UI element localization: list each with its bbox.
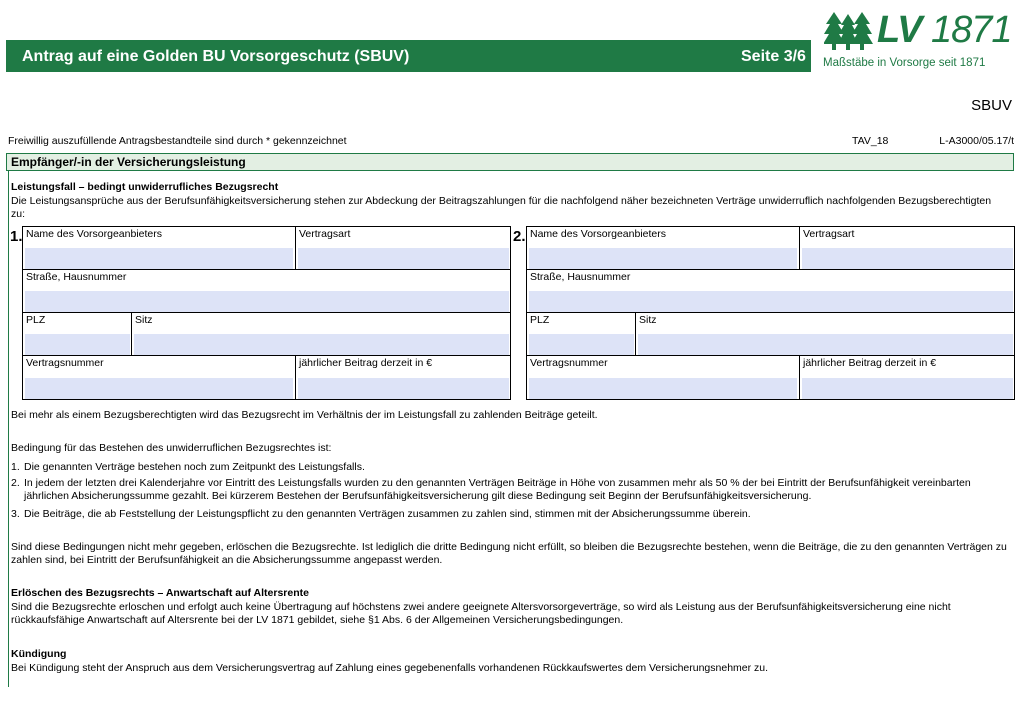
block-number: 1. (10, 228, 23, 245)
contract-number-label: Vertragsnummer (530, 357, 608, 369)
street-input[interactable] (529, 291, 1013, 312)
street-input[interactable] (25, 291, 509, 312)
condition-item: In jedem der letzten drei Kalenderjahre vor Eintritt des Leistungsfalls wurden zu den genannten Verträgen Beiträge in Höhe von zusammen mehr als 50 % der bei Eintritt der Berufsunfähigkeit vereinbarten jährlichen Absicherungssumme gezahlt. Bei kürzerem Bestehen der Berufsunfähigkeitsversicherung gilt diese Bedingung seit Beginn der Berufsunfähigkeitsversicherung. (24, 477, 971, 502)
termination-heading: Kündigung (11, 648, 67, 660)
annual-fee-label: jährlicher Beitrag derzeit in € (299, 357, 433, 369)
street-cell (526, 269, 1015, 313)
logo-wordmark: LV 1871 (877, 9, 1012, 51)
document-title: Antrag auf eine Golden BU Vorsorgeschutz (SBUV) (22, 48, 410, 65)
seat-cell (131, 312, 511, 356)
trees-logo-icon (824, 12, 874, 52)
contract-number-cell (22, 355, 295, 400)
seat-cell (635, 312, 1015, 356)
zip-input[interactable] (25, 334, 130, 355)
condition-item: Die Beiträge, die ab Feststellung der Leistungspflicht zu den genannten Verträgen zusammen zu zahlen sind, stimmen mit der Absicherungssumme überein. (24, 508, 751, 520)
seat-label: Sitz (135, 314, 153, 326)
provider-cell (526, 226, 799, 270)
beneficiary-block-2 (526, 226, 1015, 400)
expiry-paragraph: Sind diese Bedingungen nicht mehr gegeben, erlöschen die Bezugsrechte. Ist lediglich die dritte Bedingung nicht erfüllt, so bleiben die Bezugsrechte bestehen, wenn die Beiträge, die zu den genannten Verträgen zu zahlen sind, bei Eintritt der Berufsunfähigkeit an die Absicherungssumme angepasst werden. (11, 541, 1007, 566)
condition-number: 2. (11, 477, 20, 489)
contract-type-input[interactable] (802, 248, 1013, 269)
provider-name-input[interactable] (529, 248, 797, 269)
form-id: L-A3000/05.17/t (939, 135, 1014, 147)
subsection-title: Leistungsfall – bedingt unwiderrufliches Bezugsrecht (11, 181, 279, 193)
provider-label: Name des Vorsorgeanbieters (26, 228, 162, 240)
expiry-heading: Erlöschen des Bezugsrechts – Anwartschaft auf Altersrente (11, 587, 309, 599)
zip-cell (526, 312, 636, 356)
seat-label: Sitz (639, 314, 657, 326)
section-title: Empfänger/-in der Versicherungsleistung (11, 155, 246, 169)
logo-tagline: Maßstäbe in Vorsorge seit 1871 (823, 57, 986, 69)
seat-input[interactable] (638, 334, 1013, 355)
contract-type-cell (799, 226, 1015, 270)
annual-fee-input[interactable] (802, 378, 1013, 399)
page-indicator: Seite 3/6 (741, 48, 806, 65)
provider-name-input[interactable] (25, 248, 293, 269)
street-label: Straße, Hausnummer (530, 271, 631, 283)
section-intro: Die Leistungsansprüche aus der Berufsunfähigkeitsversicherung stehen zur Abdeckung der Beitragszahlungen für die nachfolgend näher bezeichneten Verträge unwiderruflich nachfolgenden Bezugsberechtigten zu: (11, 195, 992, 220)
annual-fee-label: jährlicher Beitrag derzeit in € (803, 357, 937, 369)
contract-type-input[interactable] (298, 248, 509, 269)
zip-label: PLZ (530, 314, 550, 326)
zip-input[interactable] (529, 334, 634, 355)
contract-type-label: Vertragsart (803, 228, 855, 240)
beneficiary-block-1 (22, 226, 511, 400)
seat-input[interactable] (134, 334, 509, 355)
street-label: Straße, Hausnummer (26, 271, 127, 283)
contract-type-label: Vertragsart (299, 228, 351, 240)
contract-number-label: Vertragsnummer (26, 357, 104, 369)
provider-cell (22, 226, 295, 270)
contract-number-cell (526, 355, 799, 400)
condition-intro: Bedingung für das Bestehen des unwiderruflichen Bezugsrechtes ist: (11, 442, 332, 454)
condition-item: Die genannten Verträge bestehen noch zum Zeitpunkt des Leistungsfalls. (24, 461, 365, 473)
document-code: SBUV (971, 97, 1012, 114)
split-rule-paragraph: Bei mehr als einem Bezugsberechtigten wird das Bezugsrecht im Verhältnis der im Leistungsfall zu zahlenden Beiträge geteilt. (11, 409, 598, 421)
condition-number: 1. (11, 461, 20, 473)
tav-code: TAV_18 (852, 135, 889, 147)
contract-number-input[interactable] (529, 378, 797, 399)
provider-label: Name des Vorsorgeanbieters (530, 228, 666, 240)
street-cell (22, 269, 511, 313)
condition-number: 3. (11, 508, 20, 520)
termination-paragraph: Bei Kündigung steht der Anspruch aus dem Versicherungsvertrag auf Zahlung eines gegebenenfalls vorhandenen Rückkaufswertes dem Versicherungsnehmer zu. (11, 662, 769, 674)
annual-fee-cell (799, 355, 1015, 400)
optional-fields-note: Freiwillig auszufüllende Antragsbestandteile sind durch * gekennzeichnet (8, 135, 347, 147)
zip-cell (22, 312, 132, 356)
annual-fee-input[interactable] (298, 378, 509, 399)
contract-type-cell (295, 226, 511, 270)
annual-fee-cell (295, 355, 511, 400)
section-left-border (8, 171, 9, 687)
pension-paragraph: Sind die Bezugsrechte erloschen und erfolgt auch keine Übertragung auf höchstens zwei andere geeignete Altersvorsorgeverträge, so wird als Leistung aus der Berufsunfähigkeitsversicherung eine nicht rückkaufsfähige Anwartschaft auf Altersrente bei der LV 1871 gebildet, siehe §1 Abs. 6 der Allgemeinen Versicherungsbedingungen. (11, 601, 951, 626)
contract-number-input[interactable] (25, 378, 293, 399)
block-number: 2. (513, 228, 526, 245)
zip-label: PLZ (26, 314, 46, 326)
